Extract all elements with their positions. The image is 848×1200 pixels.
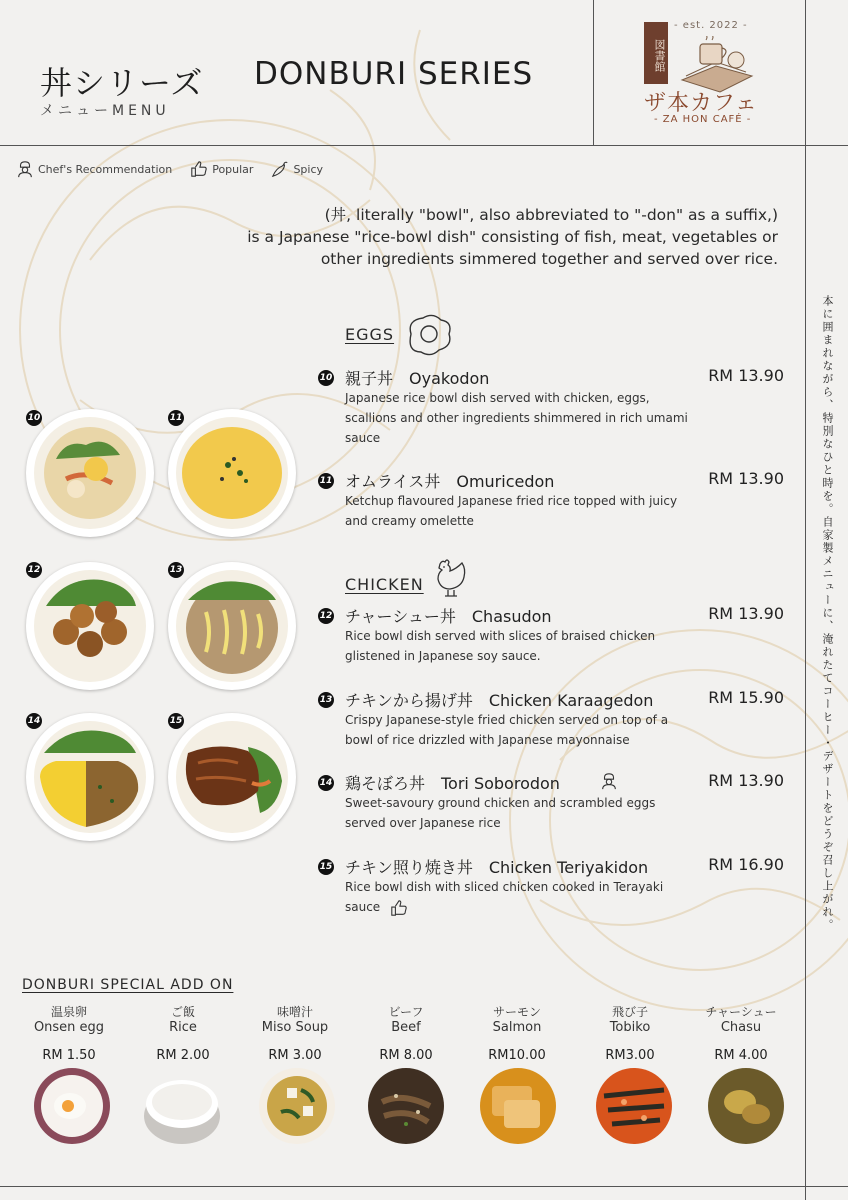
addon-photo-salmon [478, 1066, 558, 1146]
dish-number: 14 [26, 713, 42, 729]
addon-section-title: DONBURI SPECIAL ADD ON [22, 977, 234, 993]
addon-name-jp: 飛び子 [611, 1005, 648, 1019]
legend-label: Chef's Recommendation [38, 162, 173, 176]
addon-price: RM 1.50 [42, 1048, 96, 1063]
item-price: RM 13.90 [708, 604, 784, 623]
addon-name-en: Miso Soup [261, 1020, 329, 1035]
menu-item [318, 366, 788, 450]
item-name: 親子丼 Oyakodon [345, 369, 490, 388]
item-name: オムライス丼 Omuricedon [345, 472, 555, 491]
intro-line: other ingredients simmered together and served over rice. [320, 250, 778, 268]
legend [16, 160, 323, 178]
item-description: Japanese rice bowl dish served with chicken, eggs, scallions and other ingredients shimmered in rich umami sauce [345, 391, 688, 445]
legend-label: Spicy [293, 162, 324, 176]
item-name: チキンから揚げ丼 Chicken Karaagedon [345, 691, 654, 710]
frame-divider [0, 1186, 848, 1187]
chef-icon [16, 160, 34, 178]
addon-name-en: Beef [391, 1020, 421, 1035]
thumbs-up-icon [190, 160, 208, 178]
addon-name-en: Tobiko [609, 1020, 651, 1035]
logo-est: - est. 2022 - [674, 20, 748, 31]
page-title-jp: 丼シリーズ [40, 64, 204, 102]
section-chicken: CHICKEN [345, 575, 424, 594]
addon-name-en: Chasu [720, 1020, 762, 1035]
item-number: 11 [318, 473, 334, 489]
addon-name-jp: 温泉卵 [50, 1005, 87, 1019]
fried-egg-icon [405, 312, 453, 356]
item-number: 12 [318, 608, 334, 624]
frame-divider [593, 0, 594, 145]
addon-photo-rice [142, 1070, 222, 1150]
menu-item [318, 771, 788, 833]
item-number: 15 [318, 859, 334, 875]
dish-number: 12 [26, 562, 42, 578]
addon-item [128, 1004, 238, 1063]
addon-photo-chasu [706, 1066, 786, 1146]
addon-item [351, 1004, 461, 1063]
addon-name-en: Salmon [492, 1020, 542, 1035]
dish-photo-chasudon [26, 562, 154, 690]
dish-number: 15 [168, 713, 184, 729]
addon-item [240, 1004, 350, 1063]
item-name: 鶏そぼろ丼 Tori Soborodon [345, 774, 560, 793]
addon-photo-tobiko [594, 1066, 674, 1146]
logo-name: ザ本カフェ [644, 91, 758, 116]
addon-price: RM10.00 [488, 1048, 546, 1063]
dish-photo-soborodon [26, 713, 154, 841]
item-number: 13 [318, 692, 334, 708]
addon-item [686, 1004, 796, 1063]
section-eggs: EGGS [345, 325, 395, 344]
item-number: 14 [318, 775, 334, 791]
item-price: RM 13.90 [708, 366, 784, 385]
dish-photo-teriyakidon [168, 713, 296, 841]
item-description: Crispy Japanese-style fried chicken served on top of a bowl of rice drizzled with Japanese mayonnaise [345, 713, 669, 747]
page-subtitle: メニューMENU [40, 103, 170, 119]
addon-name-jp: ビーフ [388, 1005, 424, 1019]
addon-price: RM 2.00 [156, 1048, 210, 1063]
intro-text [218, 204, 778, 270]
addon-photo-beef [366, 1066, 446, 1146]
legend-label: Popular [212, 162, 254, 176]
rooster-icon [432, 556, 472, 598]
addon-price: RM 3.00 [268, 1048, 322, 1063]
dish-photo-karaagedon [168, 562, 296, 690]
addon-name-en: Rice [169, 1020, 197, 1035]
item-name: チキン照り焼き丼 Chicken Teriyakidon [345, 858, 649, 877]
addon-photo-onsen-egg [32, 1066, 112, 1146]
chili-icon [271, 160, 289, 178]
menu-item [318, 855, 788, 917]
addon-name-jp: サーモン [492, 1005, 541, 1019]
vertical-tagline: 本に囲まれながら、特別なひと時を。自家製メニューに、淹れたてコーヒー・デザートをどうぞ召し上がれ。 [821, 295, 834, 932]
dish-number: 11 [168, 410, 184, 426]
addon-item [462, 1004, 572, 1063]
addon-name-jp: チャーシュー [705, 1005, 777, 1019]
menu-item [318, 688, 788, 750]
item-price: RM 15.90 [708, 688, 784, 707]
thumbs-up-icon [390, 899, 408, 917]
item-description: Rice bowl dish served with slices of braised chicken glistened in Japanese soy sauce. [345, 629, 656, 663]
menu-item [318, 604, 788, 666]
addon-name-jp: ご飯 [170, 1005, 195, 1019]
item-price: RM 13.90 [708, 469, 784, 488]
logo-subtitle: - ZA HON CAFÉ - [654, 114, 752, 125]
addon-photo-miso-soup [257, 1066, 337, 1146]
item-number: 10 [318, 370, 334, 386]
item-name: チャーシュー丼 Chasudon [345, 607, 552, 626]
dish-photo-omuricedon [168, 409, 296, 537]
item-description: Ketchup flavoured Japanese fried rice topped with juicy and creamy omelette [345, 494, 678, 528]
cafe-logo [640, 18, 765, 130]
legend-popular [190, 160, 253, 178]
page-title-en: DONBURI SERIES [254, 56, 534, 92]
menu-item [318, 469, 788, 529]
addon-price: RM 4.00 [714, 1048, 768, 1063]
item-price: RM 13.90 [708, 771, 784, 790]
addon-price: RM3.00 [605, 1048, 655, 1063]
addon-name-jp: 味噌汁 [276, 1005, 313, 1019]
item-description: Rice bowl dish with sliced chicken cooked in Terayaki sauce [345, 880, 664, 914]
addon-item [575, 1004, 685, 1063]
dish-number: 13 [168, 562, 184, 578]
intro-line: (丼, literally "bowl", also abbreviated to "-don" as a suffix,) [324, 206, 778, 224]
chef-icon [600, 771, 618, 791]
addon-name-en: Onsen egg [33, 1020, 105, 1035]
dish-number: 10 [26, 410, 42, 426]
item-description: Sweet-savoury ground chicken and scrambled eggs served over Japanese rice [345, 796, 656, 830]
intro-line: is a Japanese "rice-bowl dish" consisting of fish, meat, vegetables or [247, 228, 778, 246]
frame-divider [805, 0, 806, 1200]
logo-banner: 図書館 [644, 22, 668, 84]
addon-price: RM 8.00 [379, 1048, 433, 1063]
frame-divider [0, 145, 848, 146]
legend-spicy [271, 160, 323, 178]
legend-chef [16, 160, 172, 178]
item-price: RM 16.90 [708, 855, 784, 874]
addon-item [14, 1004, 124, 1063]
dish-photo-oyakodon [26, 409, 154, 537]
